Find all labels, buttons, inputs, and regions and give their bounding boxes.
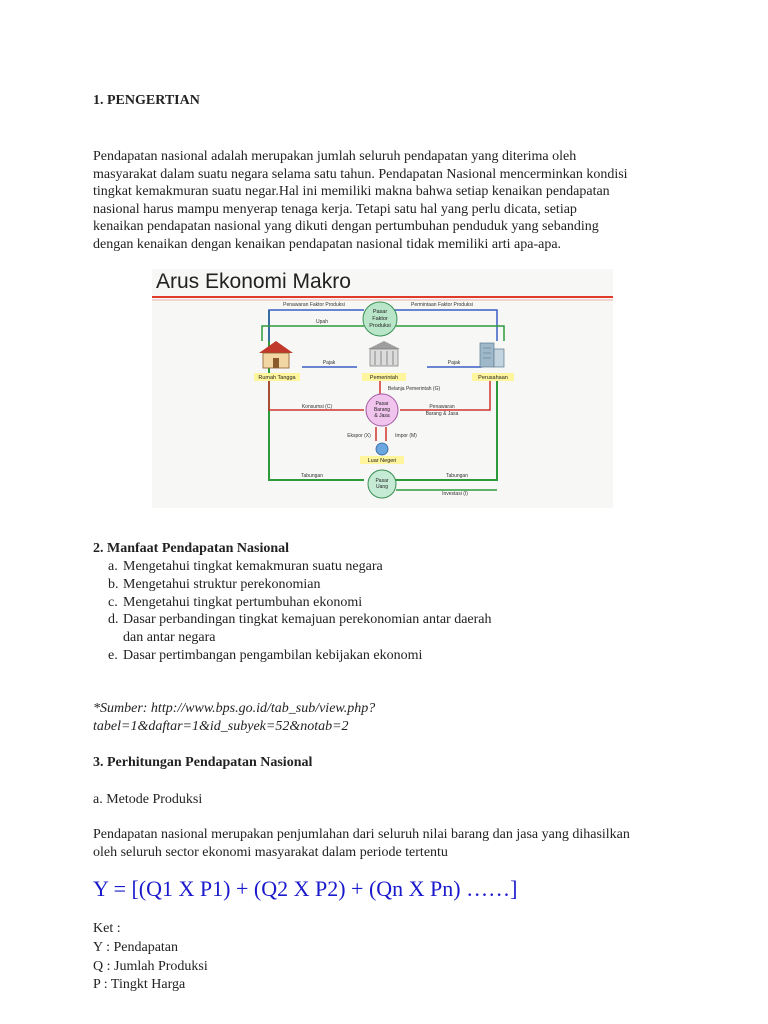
- flow-label: Permintaan Faktor Produksi: [411, 302, 473, 308]
- paragraph-line: nasional harus mampu menyerap tenaga kerja. Tetapi satu hal yang perlu dicata, setiap: [93, 201, 577, 217]
- list-marker: b.: [108, 576, 119, 592]
- legend-line: Y : Pendapatan: [93, 939, 179, 955]
- list-item: [108, 611, 548, 647]
- paragraph-line: Pendapatan nasional adalah merupakan jumlah seluruh pendapatan yang diterima oleh: [93, 149, 577, 164]
- flow-label: Pajak: [447, 360, 461, 366]
- flow-label: Investasi (I): [442, 491, 468, 497]
- flow-label: Upah: [316, 319, 328, 325]
- section-1-heading: 1. PENGERTIAN: [93, 93, 200, 108]
- flow-label: Penawaran: [429, 404, 455, 410]
- source-citation: [93, 700, 453, 735]
- list-item: [108, 647, 548, 665]
- node-label: Faktor: [372, 316, 388, 322]
- list-marker: a.: [108, 559, 118, 574]
- section-3-paragraph: [93, 826, 683, 861]
- benefits-list: [108, 558, 548, 665]
- list-marker: d.: [108, 612, 119, 628]
- diagram-title: Arus Ekonomi Makro: [156, 270, 351, 293]
- section-2-heading: 2. Manfaat Pendapatan Nasional: [93, 541, 290, 556]
- paragraph-line: dengan kenaikan dengan kenaikan pendapatan nasional tidak memiliki arti apa-apa.: [93, 236, 562, 252]
- node-label: Barang: [373, 407, 391, 413]
- node-label: & Jasa: [374, 413, 390, 419]
- section-3-heading: 3. Perhitungan Pendapatan Nasional: [93, 755, 313, 770]
- paragraph-line: masyarakat dalam suatu negara selama satu tahun. Pendapatan Nasional mencerminkan kondisi: [93, 166, 628, 182]
- paragraph-line: tingkat kemakmuran suatu negar.Hal ini memiliki makna bahwa setiap kenaikan pendapatan: [93, 184, 610, 200]
- list-item-text: Dasar pertimbangan pengambilan kebijakan ekonomi: [123, 647, 423, 663]
- flow-label: Belanja Pemerintah (G): [387, 386, 441, 392]
- flow-label: Impor (M): [395, 433, 417, 439]
- flow-label: Ekspor (X): [347, 433, 371, 439]
- flow-label: Konsumsi (C): [301, 404, 333, 410]
- node-label: Pasar: [375, 478, 389, 484]
- list-marker: c.: [108, 594, 118, 610]
- node-label: Pasar: [372, 309, 388, 315]
- production-formula: Y = [(Q1 X P1) + (Q2 X P2) + (Qn X Pn) ……]: [93, 876, 518, 901]
- node-label: Perusahaan: [478, 375, 508, 381]
- flow-label: Barang & Jasa: [425, 411, 459, 417]
- node-label: Pasar: [375, 401, 389, 407]
- list-item: [108, 558, 548, 576]
- section-1-paragraph: [93, 148, 683, 254]
- macro-economy-flow-diagram: [152, 269, 613, 508]
- globe-icon: [376, 443, 388, 455]
- legend-line: Q : Jumlah Produksi: [93, 958, 208, 974]
- list-item-text: Mengetahui struktur perekonomian: [123, 576, 321, 592]
- flow-label: Tabungan: [446, 473, 468, 479]
- list-item: [108, 594, 548, 612]
- legend-notes: [93, 920, 208, 995]
- list-item-text: Mengetahui tingkat pertumbuhan ekonomi: [123, 594, 363, 610]
- list-item: [108, 576, 548, 594]
- list-marker: e.: [108, 647, 118, 663]
- source-line: *Sumber: http://www.bps.go.id/tab_sub/view.php?: [93, 701, 376, 716]
- paragraph-line: oleh seluruh sector ekonomi masyarakat dalam periode tertentu: [93, 844, 448, 860]
- paragraph-line: Pendapatan nasional merupakan penjumlahan dari seluruh nilai barang dan jasa yang dihasilkan: [93, 827, 630, 842]
- node-label: Uang: [376, 484, 388, 490]
- node-label: Luar Negeri: [367, 458, 397, 464]
- flow-label: Pajak: [322, 360, 336, 366]
- list-item-text: Dasar perbandingan tingkat kemajuan perekonomian antar daerah: [123, 612, 492, 628]
- source-line: tabel=1&daftar=1&id_subyek=52&notab=2: [93, 718, 349, 734]
- list-item-text: Mengetahui tingkat kemakmuran suatu negara: [123, 559, 383, 574]
- method-label: a. Metode Produksi: [93, 792, 203, 807]
- legend-line: Ket :: [93, 921, 121, 936]
- legend-line: P : Tingkt Harga: [93, 977, 186, 993]
- node-label: Produksi: [369, 323, 391, 329]
- node-label: Rumah Tangga: [258, 375, 296, 381]
- node-label: Pemerintah: [369, 375, 399, 381]
- list-item-text: dan antar negara: [123, 630, 216, 646]
- flow-label: Penawaran Faktor Produksi: [283, 302, 345, 308]
- flow-label: Tabungan: [301, 473, 323, 479]
- paragraph-line: kenaikan pendapatan nasional yang dikuti dengan pertumbuhan penduduk yang sebanding: [93, 219, 599, 235]
